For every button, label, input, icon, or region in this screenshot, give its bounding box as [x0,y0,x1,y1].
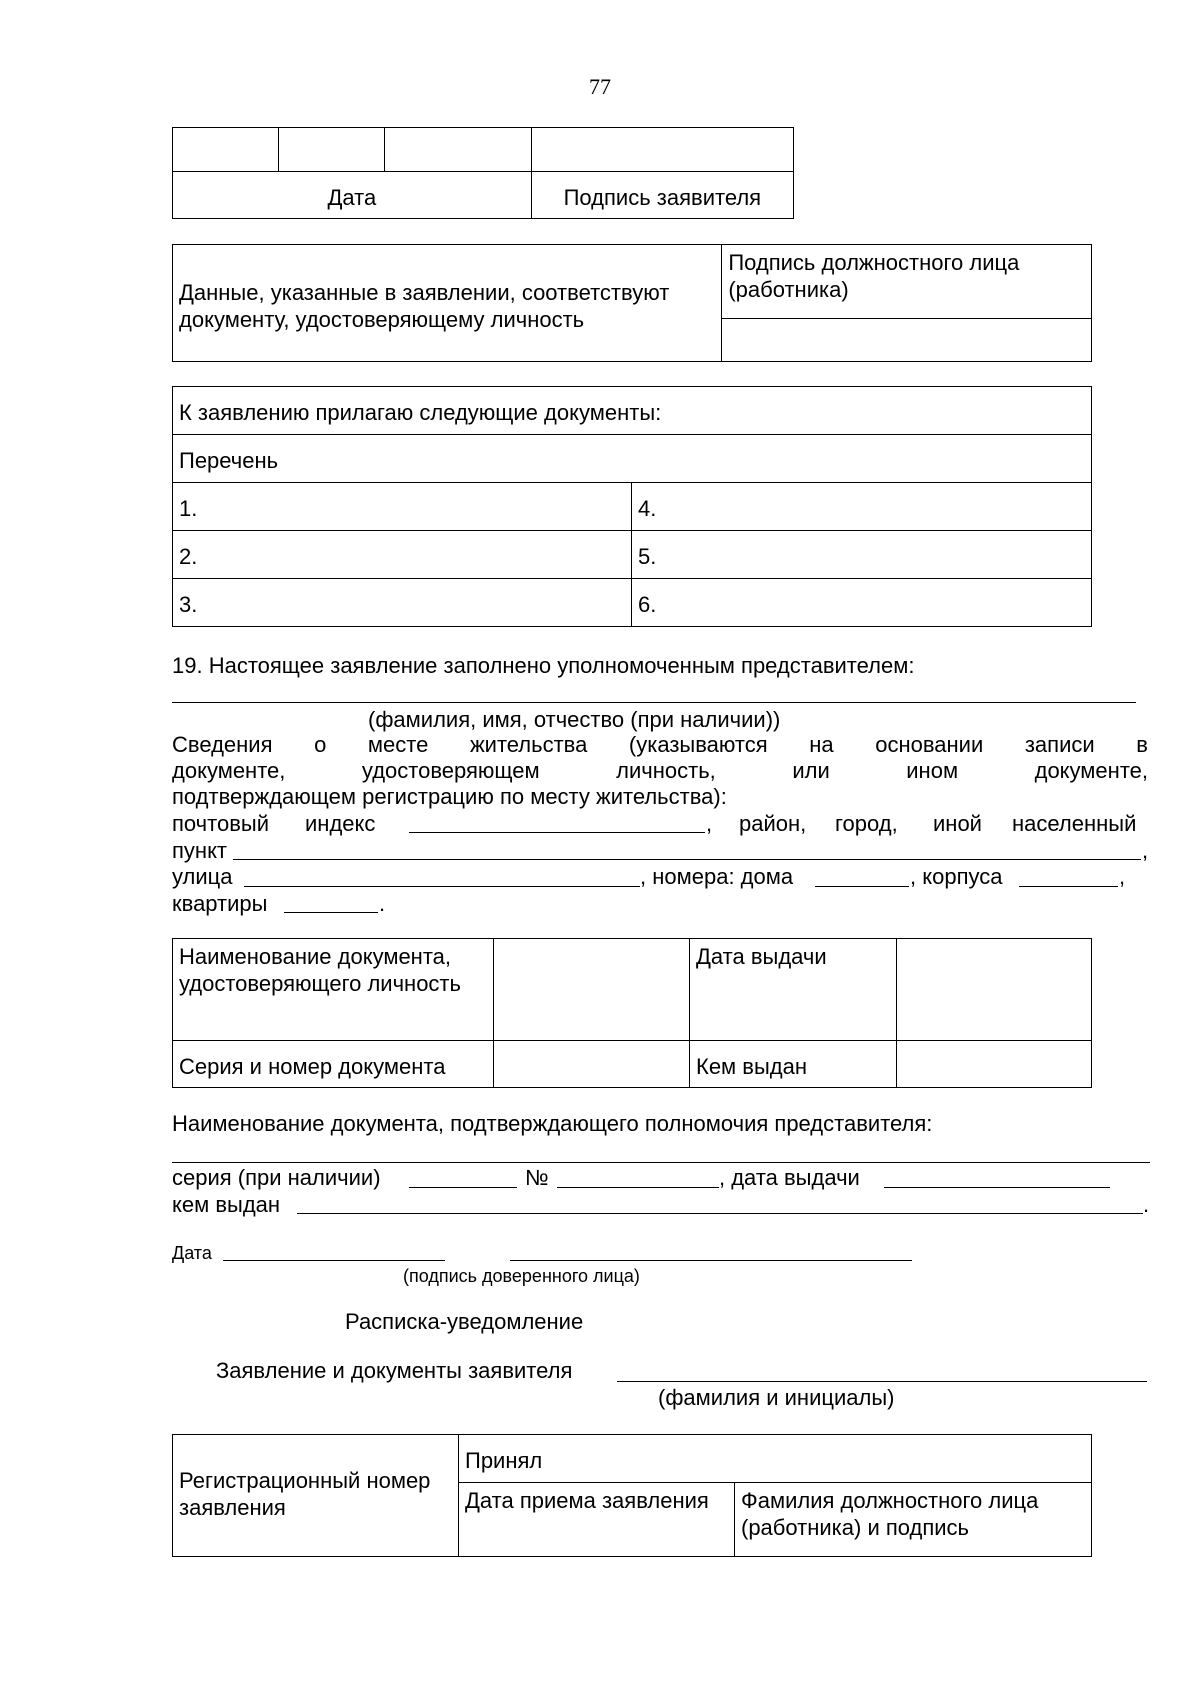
date-signature-table [172,127,794,219]
attachment-item[interactable]: 6. [632,579,1092,627]
issue-date-cell[interactable] [897,939,1092,1041]
attachments-table [172,386,1092,627]
authority-series-field[interactable] [409,1187,517,1188]
official-signature-label: Подпись должностного лица (работника) [722,245,1092,319]
reg-number-label: Регистрационный номер заявления [173,1435,459,1557]
attachments-list-label: Перечень [173,435,1092,483]
residence-line-1: Сведения о месте жительства (указываются на основании записи в [172,732,1148,757]
apartment-field[interactable] [284,912,378,913]
receipt-table [172,1434,1092,1557]
settlement-word: населенный [1012,811,1137,836]
receipt-title: Расписка-уведомление [345,1309,584,1334]
attachment-item[interactable]: 1. [173,483,632,531]
issue-date-label: Дата выдачи [690,939,897,1041]
authority-date-field[interactable] [223,1260,445,1261]
city-word: город, [835,811,898,836]
attachments-header: К заявлению прилагаю следующие документы: [173,387,1092,435]
authority-title: Наименование документа, подтверждающего полномочия представителя: [172,1111,933,1136]
id-document-table [172,938,1092,1088]
authority-date-label: Дата [172,1243,212,1263]
authority-issue-date-label: , дата выдачи [719,1165,860,1190]
receipt-applicant-label: Заявление и документы заявителя [216,1358,573,1383]
issued-by-cell[interactable] [897,1041,1092,1088]
residence-line-2: документе, удостоверяющем личность, или ином документе, [172,758,1148,783]
postal-code-field[interactable] [409,832,705,833]
series-number-cell[interactable] [494,1041,690,1088]
street-label: улица [172,864,233,889]
section19-title: 19. Настоящее заявление заполнено уполномоченным представителем: [172,653,915,678]
verification-statement: Данные, указанные в заявлении, соответствуют документу, удостоверяющему личность [173,245,722,362]
verification-table [172,244,1092,362]
residence-line-3: подтверждающем регистрацию по месту жительства): [172,784,727,809]
attachment-item[interactable]: 3. [173,579,632,627]
receipt-applicant-caption: (фамилия и инициалы) [658,1385,895,1410]
date-month-cell[interactable] [279,128,385,172]
official-name-label: Фамилия должностного лица (работника) и подпись [735,1483,1092,1557]
applicant-signature-cell[interactable] [531,128,793,172]
street-field[interactable] [244,886,640,887]
building-label: , корпуса [910,864,1003,889]
authority-number-label: № [525,1165,549,1190]
attachment-item[interactable]: 2. [173,531,632,579]
settlement-label: пункт [172,838,228,863]
date-day-cell[interactable] [173,128,279,172]
apartment-label: квартиры [172,891,268,916]
representative-name-line[interactable] [172,702,1136,703]
trustee-signature-field[interactable] [510,1260,912,1261]
other-word: иной [933,811,982,836]
house-field[interactable] [815,886,909,887]
official-signature-cell[interactable] [722,319,1092,362]
authority-doc-name-field[interactable] [172,1162,1150,1163]
date-year-cell[interactable] [385,128,532,172]
doc-name-label: Наименование документа, удостоверяющего личность [173,939,494,1041]
issued-by-label: Кем выдан [690,1041,897,1088]
authority-series-label: серия (при наличии) [172,1165,381,1190]
page-number: 77 [589,74,611,99]
attachment-item[interactable]: 5. [632,531,1092,579]
authority-issue-date-field[interactable] [884,1187,1110,1188]
settlement-field[interactable] [233,859,1141,860]
doc-name-cell[interactable] [494,939,690,1041]
authority-issued-by-field[interactable] [297,1213,1143,1214]
postal-label-b: индекс [305,811,376,836]
postal-label-a: почтовый [172,811,269,836]
authority-number-field[interactable] [557,1187,719,1188]
attachment-item[interactable]: 4. [632,483,1092,531]
building-field[interactable] [1019,886,1118,887]
series-number-label: Серия и номер документа [173,1041,494,1088]
accept-date-label: Дата приема заявления [459,1483,735,1557]
date-label: Дата [173,172,532,219]
receipt-applicant-field[interactable] [617,1381,1147,1382]
representative-name-caption: (фамилия, имя, отчество (при наличии)) [368,707,781,732]
trustee-signature-caption: (подпись доверенного лица) [403,1266,640,1286]
authority-issued-by-label: кем выдан [172,1192,281,1217]
signature-label: Подпись заявителя [531,172,793,219]
accepted-label: Принял [459,1435,1092,1483]
district-word: район, [739,811,807,836]
house-label: , номера: дома [640,864,794,889]
